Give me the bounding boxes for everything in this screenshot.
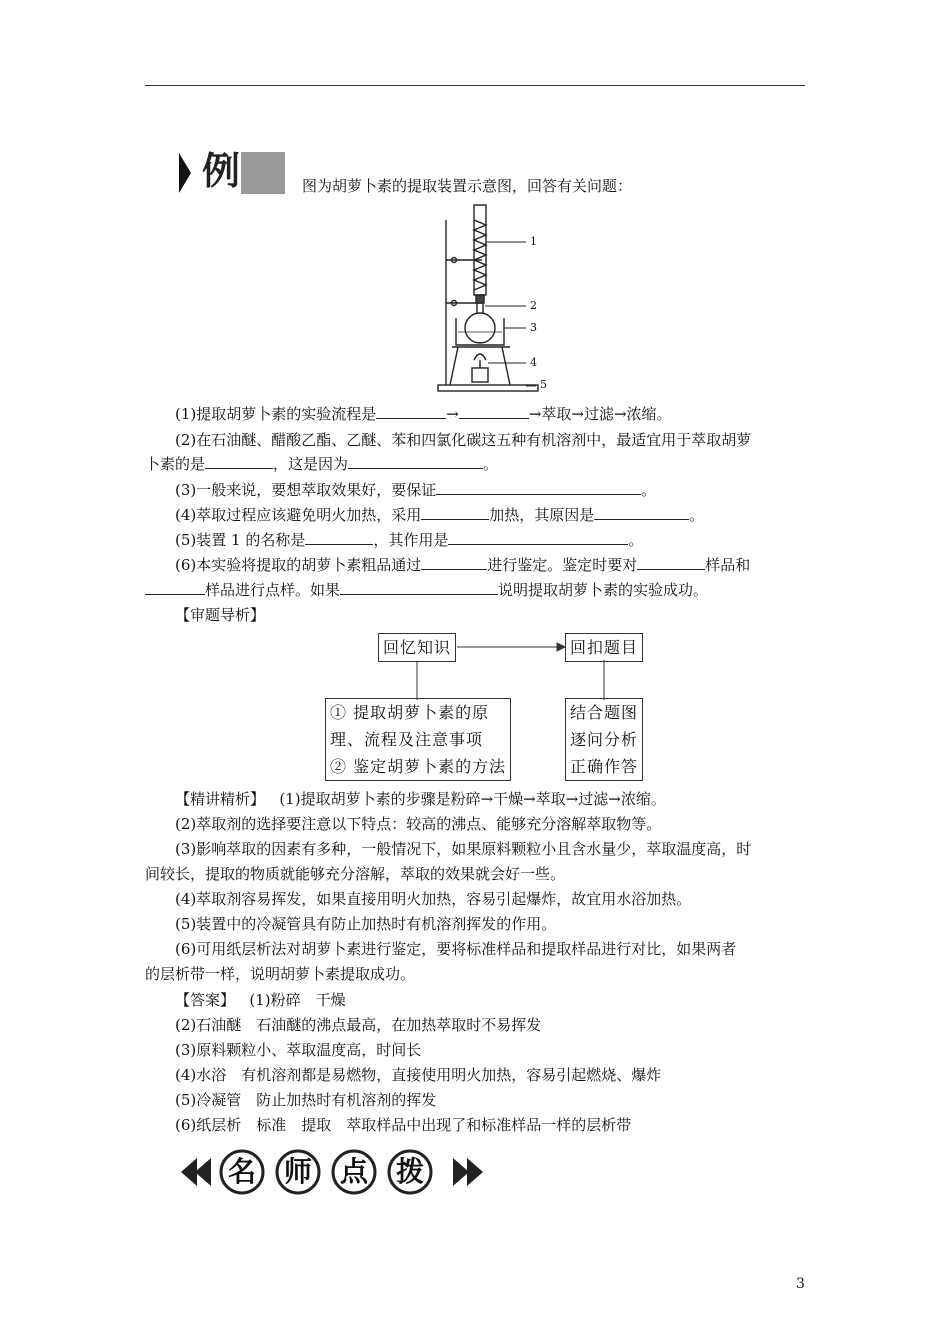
answer-line-5: (5)冷凝管 防止加热时有机溶剂的挥发 bbox=[175, 1091, 437, 1109]
header-rule bbox=[145, 85, 805, 86]
example-badge-text: 例 bbox=[202, 149, 241, 193]
figure-label-5: 5 bbox=[540, 378, 547, 391]
answer-line-3: (3)原料颗粒小、萃取温度高，时间长 bbox=[175, 1041, 422, 1059]
figure-label-1: 1 bbox=[530, 235, 537, 248]
figure-label-4: 4 bbox=[530, 356, 537, 369]
blank bbox=[594, 505, 689, 520]
apparatus-figure bbox=[430, 200, 560, 395]
question-6-line-2: 样品进行点样。如果 说明提取胡萝卜素的实验成功。 bbox=[145, 579, 708, 601]
figure-label-3: 3 bbox=[530, 321, 537, 334]
question-5: (5)装置 1 的名称是 ，其作用是 。 bbox=[175, 531, 644, 549]
analysis-line-6: (5)装置中的冷凝管具有防止加热时有机溶剂挥发的作用。 bbox=[175, 915, 557, 933]
answer-line-2: (2)石油醚 石油醚的沸点最高，在加热萃取时不易挥发 bbox=[175, 1016, 542, 1034]
question-3: (3)一般来说，要想萃取效果好，要保证 。 bbox=[175, 481, 657, 499]
blank bbox=[205, 454, 273, 469]
question-2-line-1: (2)在石油醚、醋酸乙酯、乙醚、苯和四氯化碳这五种有机溶剂中，最适宜用于萃取胡萝 bbox=[175, 431, 752, 449]
answer-line-1: 【答案】 (1)粉碎 干燥 bbox=[175, 991, 346, 1009]
analysis-line-7: (6)可用纸层析法对胡萝卜素进行鉴定，要将标准样品和提取样品进行对比，如果两者 bbox=[175, 940, 737, 958]
blank bbox=[340, 580, 498, 595]
question-2-line-2: 卜素的是 ，这是因为 。 bbox=[145, 455, 499, 473]
blank bbox=[448, 530, 628, 545]
blank bbox=[421, 555, 487, 570]
analysis-title: 【精讲精析】 bbox=[175, 790, 266, 808]
analysis-line-1: 【精讲精析】 (1)提取胡萝卜素的步骤是粉碎→干燥→萃取→过滤→浓缩。 bbox=[175, 790, 666, 808]
recall-detail-line: 理、流程及注意事项 bbox=[330, 730, 484, 749]
return-detail-line: 结合题图 bbox=[570, 703, 639, 722]
banner-char: 师 bbox=[283, 1155, 312, 1188]
flow-connector-right bbox=[600, 660, 610, 702]
guide-title: 【审题导析】 bbox=[175, 606, 266, 624]
recall-detail-box bbox=[325, 698, 511, 781]
blank bbox=[305, 530, 373, 545]
answer-line-4: (4)水浴 有机溶剂都是易燃物，直接使用明火加热，容易引起燃烧、爆炸 bbox=[175, 1066, 662, 1084]
answer-title: 【答案】 bbox=[175, 991, 236, 1009]
question-1: (1)提取胡萝卜素的实验流程是 → →萃取→过滤→浓缩。 bbox=[175, 405, 672, 423]
answer-line-6: (6)纸层析 标准 提取 萃取样品中出现了和标准样品一样的层析带 bbox=[175, 1116, 632, 1134]
page-number: 3 bbox=[796, 1276, 805, 1292]
recall-detail-line: ② 鉴定胡萝卜素的方法 bbox=[330, 757, 507, 776]
return-detail-box bbox=[565, 698, 643, 781]
figure-label-2: 2 bbox=[530, 299, 537, 312]
return-question-box: 回扣题目 bbox=[565, 633, 643, 662]
blank bbox=[459, 404, 529, 419]
return-detail-line: 正确作答 bbox=[570, 757, 639, 776]
question-6-line-1: (6)本实验将提取的胡萝卜素粗品通过 进行鉴定。鉴定时要对 样品和 bbox=[175, 556, 751, 574]
blank bbox=[421, 505, 489, 520]
flow-connectors bbox=[400, 640, 600, 705]
question-intro: 图为胡萝卜素的提取装置示意图，回答有关问题： bbox=[302, 177, 633, 195]
analysis-line-4: 间较长，提取的物质就能够充分溶解，萃取的效果就会好一些。 bbox=[145, 865, 566, 883]
recall-detail-line: ① 提取胡萝卜素的原 bbox=[330, 703, 490, 722]
analysis-line-3: (3)影响萃取的因素有多种，一般情况下，如果原料颗粒小且含水量少，萃取温度高，时 bbox=[175, 840, 752, 858]
blank bbox=[436, 480, 641, 495]
blank bbox=[637, 555, 705, 570]
analysis-line-2: (2)萃取剂的选择要注意以下特点：较高的沸点、能够充分溶解萃取物等。 bbox=[175, 815, 662, 833]
analysis-line-5: (4)萃取剂容易挥发，如果直接用明火加热，容易引起爆炸，故宜用水浴加热。 bbox=[175, 890, 692, 908]
banner-char: 拨 bbox=[395, 1155, 424, 1188]
blank bbox=[145, 580, 205, 595]
return-detail-line: 逐问分析 bbox=[570, 730, 639, 749]
banner-char: 名 bbox=[227, 1155, 256, 1188]
banner-char: 点 bbox=[339, 1155, 368, 1188]
analysis-line-8: 的层析带一样，说明胡萝卜素提取成功。 bbox=[145, 965, 416, 983]
blank bbox=[348, 454, 483, 469]
blank bbox=[376, 404, 446, 419]
question-4: (4)萃取过程应该避免明火加热，采用 加热，其原因是 。 bbox=[175, 506, 705, 524]
recall-knowledge-box: 回忆知识 bbox=[378, 633, 456, 662]
